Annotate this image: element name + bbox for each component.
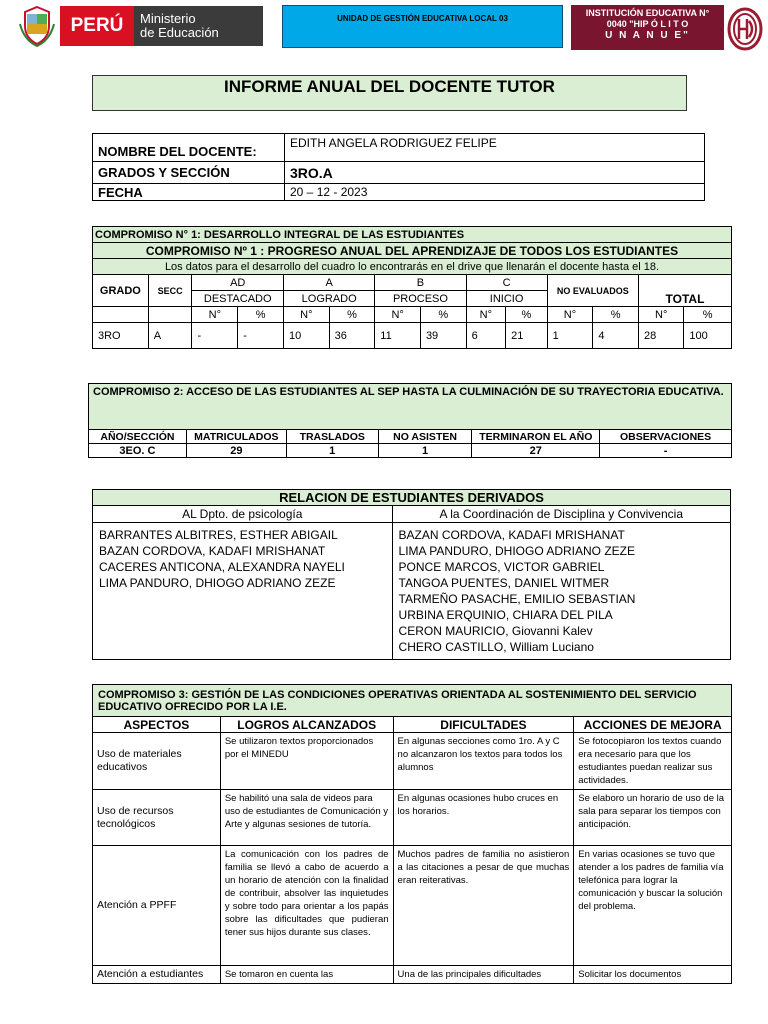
code-c: C (466, 275, 547, 291)
empty-cell (93, 307, 149, 323)
compromiso-1-table (92, 226, 732, 349)
psicologia-list (93, 523, 393, 660)
logros-cell: Se tomaron en cuenta las (220, 966, 393, 984)
row-ad-n: - (192, 323, 238, 349)
teacher-label: NOMBRE DEL DOCENTE: (93, 134, 285, 162)
compromiso-3-table (92, 684, 732, 984)
compromiso-1-title: COMPROMISO N° 1: DESARROLLO INTEGRAL DE LAS ESTUDIANTES (93, 227, 732, 243)
pct-header: % (593, 307, 639, 323)
code-a: A (284, 275, 375, 291)
level-destacado: DESTACADO (192, 291, 284, 307)
row-b-pct: 39 (420, 323, 466, 349)
compromiso-3-title: COMPROMISO 3: GESTIÓN DE LAS CONDICIONES OPERATIVAS ORIENTADA AL SOSTENIMIENTO DEL SERVICIO EDUCATIVO OFRECIDO POR LA I.E. (93, 685, 732, 717)
total-header: TOTAL (638, 275, 731, 307)
disciplina-header: A la Coordinación de Disciplina y Convivencia (392, 506, 730, 523)
row-b-n: 11 (375, 323, 421, 349)
school-line-2: 0040 "HIP Ó L I T O (606, 19, 689, 29)
row-c-pct: 21 (506, 323, 548, 349)
val-traslados: 1 (286, 444, 378, 458)
val-observaciones: - (600, 444, 732, 458)
acciones-cell: En varias ocasiones se tuvo que atender a los padres de familia vía telefónica para lograr la comunicación y buscar la solución del problema. (574, 846, 732, 966)
col-anio-seccion: AÑO/SECCIÓN (89, 430, 187, 444)
dificultades-cell: Muchos padres de familia no asistieron a las citaciones a pesar de que muchas eran reiterativas. (393, 846, 574, 966)
code-b: B (375, 275, 466, 291)
row-grado: 3RO (93, 323, 149, 349)
col-acciones: ACCIONES DE MEJORA (574, 717, 732, 733)
ministry-line-2: de Educación (140, 25, 219, 40)
n-header: N° (547, 307, 593, 323)
code-ad: AD (192, 275, 284, 291)
dificultades-cell: Una de las principales dificultades (393, 966, 574, 984)
col-aspectos: ASPECTOS (93, 717, 221, 733)
aspecto-cell: Atención a estudiantes (93, 966, 221, 984)
row-ne-pct: 4 (593, 323, 639, 349)
acciones-cell: Se fotocopiaron los textos cuando era necesario para que los estudiantes puedan realizar sus actividades. (574, 733, 732, 790)
compromiso-2-title: COMPROMISO 2: ACCESO DE LAS ESTUDIANTES AL SEP HASTA LA CULMINACIÓN DE SU TRAYECTORIA EDUCATIVA. (89, 384, 732, 430)
list-item: BAZAN CORDOVA, KADAFI MRISHANAT (99, 544, 326, 558)
compromiso-2-table (88, 383, 732, 458)
acciones-cell: Se elaboro un horario de uso de la sala para separar los tiempos con anticipación. (574, 790, 732, 846)
list-item: BAZAN CORDOVA, KADAFI MRISHANAT (398, 528, 625, 542)
val-no-asisten: 1 (378, 444, 472, 458)
date-value: 20 – 12 - 2023 (285, 184, 705, 201)
derivados-table (92, 489, 731, 660)
logros-cell: Se habilitó una sala de videos para uso de estudiantes de Comunicación y Arte y algunas sesiones de tutoría. (220, 790, 393, 846)
list-item: URBINA ERQUINIO, CHIARA DEL PILA (398, 608, 613, 622)
aspecto-cell: Uso de recursos tecnológicos (93, 790, 221, 846)
peru-label: PERÚ (60, 6, 134, 46)
dificultades-cell: En algunas ocasiones hubo cruces en los horarios. (393, 790, 574, 846)
row-total-n: 28 (638, 323, 683, 349)
row-ne-n: 1 (547, 323, 593, 349)
col-logros: LOGROS ALCANZADOS (220, 717, 393, 733)
acciones-cell: Solicitar los documentos (574, 966, 732, 984)
val-terminaron: 27 (472, 444, 600, 458)
coat-of-arms-icon (18, 4, 56, 48)
empty-cell (148, 307, 192, 323)
row-ad-pct: - (238, 323, 284, 349)
school-line-3: U N A N U E" (605, 30, 690, 41)
school-banner (571, 5, 724, 50)
col-terminaron: TERMINARON EL AÑO (472, 430, 600, 444)
n-header: N° (375, 307, 421, 323)
grade-value: 3RO.A (285, 162, 705, 184)
ministry-line-1: Ministerio (140, 11, 196, 26)
grade-label: GRADOS Y SECCIÓN (93, 162, 285, 184)
pct-header: % (506, 307, 548, 323)
report-title: INFORME ANUAL DEL DOCENTE TUTOR (92, 75, 687, 111)
list-item: CACERES ANTICONA, ALEXANDRA NAYELI (99, 560, 345, 574)
teacher-value: EDITH ANGELA RODRIGUEZ FELIPE (285, 134, 705, 162)
col-traslados: TRASLADOS (286, 430, 378, 444)
level-logrado: LOGRADO (284, 291, 375, 307)
date-label: FECHA (93, 184, 285, 201)
list-item: CHERO CASTILLO, William Luciano (398, 640, 594, 654)
col-dificultades: DIFICULTADES (393, 717, 574, 733)
logros-cell: Se utilizaron textos proporcionados por el MINEDU (220, 733, 393, 790)
n-header: N° (192, 307, 238, 323)
list-item: LIMA PANDURO, DHIOGO ADRIANO ZEZE (398, 544, 636, 558)
row-a-pct: 36 (329, 323, 375, 349)
compromiso-1-subtitle: COMPROMISO Nº 1 : PROGRESO ANUAL DEL APRENDIZAJE DE TODOS LOS ESTUDIANTES (93, 243, 732, 259)
pct-header: % (684, 307, 732, 323)
col-no-asisten: NO ASISTEN (378, 430, 472, 444)
dificultades-cell: En algunas secciones como 1ro. A y C no alcanzaron los textos para todos los alumnos (393, 733, 574, 790)
pct-header: % (420, 307, 466, 323)
ministry-label (134, 6, 263, 46)
row-total-pct: 100 (684, 323, 732, 349)
row-c-n: 6 (466, 323, 506, 349)
row-secc: A (148, 323, 192, 349)
psicologia-header: AL Dpto. de psicología (93, 506, 393, 523)
n-header: N° (638, 307, 683, 323)
list-item: LIMA PANDURO, DHIOGO ADRIANO ZEZE (99, 576, 336, 590)
compromiso-1-note: Los datos para el desarrollo del cuadro lo encontrarás en el drive que llenarán el docente hasta el 18. (93, 259, 732, 275)
row-a-n: 10 (284, 323, 330, 349)
aspecto-cell: Uso de materiales educativos (93, 733, 221, 790)
list-item: TARMEÑO PASACHE, EMILIO SEBASTIAN (398, 592, 636, 606)
teacher-info-table (92, 133, 705, 201)
pct-header: % (329, 307, 375, 323)
pct-header: % (238, 307, 284, 323)
list-item: PONCE MARCOS, VICTOR GABRIEL (398, 560, 605, 574)
n-header: N° (466, 307, 506, 323)
list-item: TANGOA PUENTES, DANIEL WITMER (398, 576, 610, 590)
peru-ministry-logo (18, 4, 263, 48)
list-item: CERON MAURICIO, Giovanni Kalev (398, 624, 593, 638)
col-matriculados: MATRICULADOS (186, 430, 286, 444)
level-inicio: INICIO (466, 291, 547, 307)
n-header: N° (284, 307, 330, 323)
derivados-title: RELACION DE ESTUDIANTES DERIVADOS (93, 490, 731, 506)
val-matriculados: 29 (186, 444, 286, 458)
val-anio-seccion: 3EO. C (89, 444, 187, 458)
logros-cell: La comunicación con los padres de familia se llevó a cabo de acuerdo a un horario de atención con la finalidad de contribuir, absolver las inquietudes y sobre todo para orientar a los papás sobre las dificultades que pudieran tener sus hijos durante sus clases. (220, 846, 393, 966)
no-evaluados-header: NO EVALUADOS (547, 275, 638, 307)
aspecto-cell: Atención a PPFF (93, 846, 221, 966)
grado-header: GRADO (93, 275, 149, 307)
secc-header: SECC (148, 275, 192, 307)
col-observaciones: OBSERVACIONES (600, 430, 732, 444)
disciplina-list (392, 523, 730, 660)
school-crest-icon (727, 7, 763, 51)
ugel-banner: UNIDAD DE GESTIÓN EDUCATIVA LOCAL 03 (282, 5, 563, 48)
list-item: BARRANTES ALBITRES, ESTHER ABIGAIL (99, 528, 338, 542)
school-line-1: INSTITUCIÓN EDUCATIVA N° (585, 8, 710, 18)
level-proceso: PROCESO (375, 291, 466, 307)
